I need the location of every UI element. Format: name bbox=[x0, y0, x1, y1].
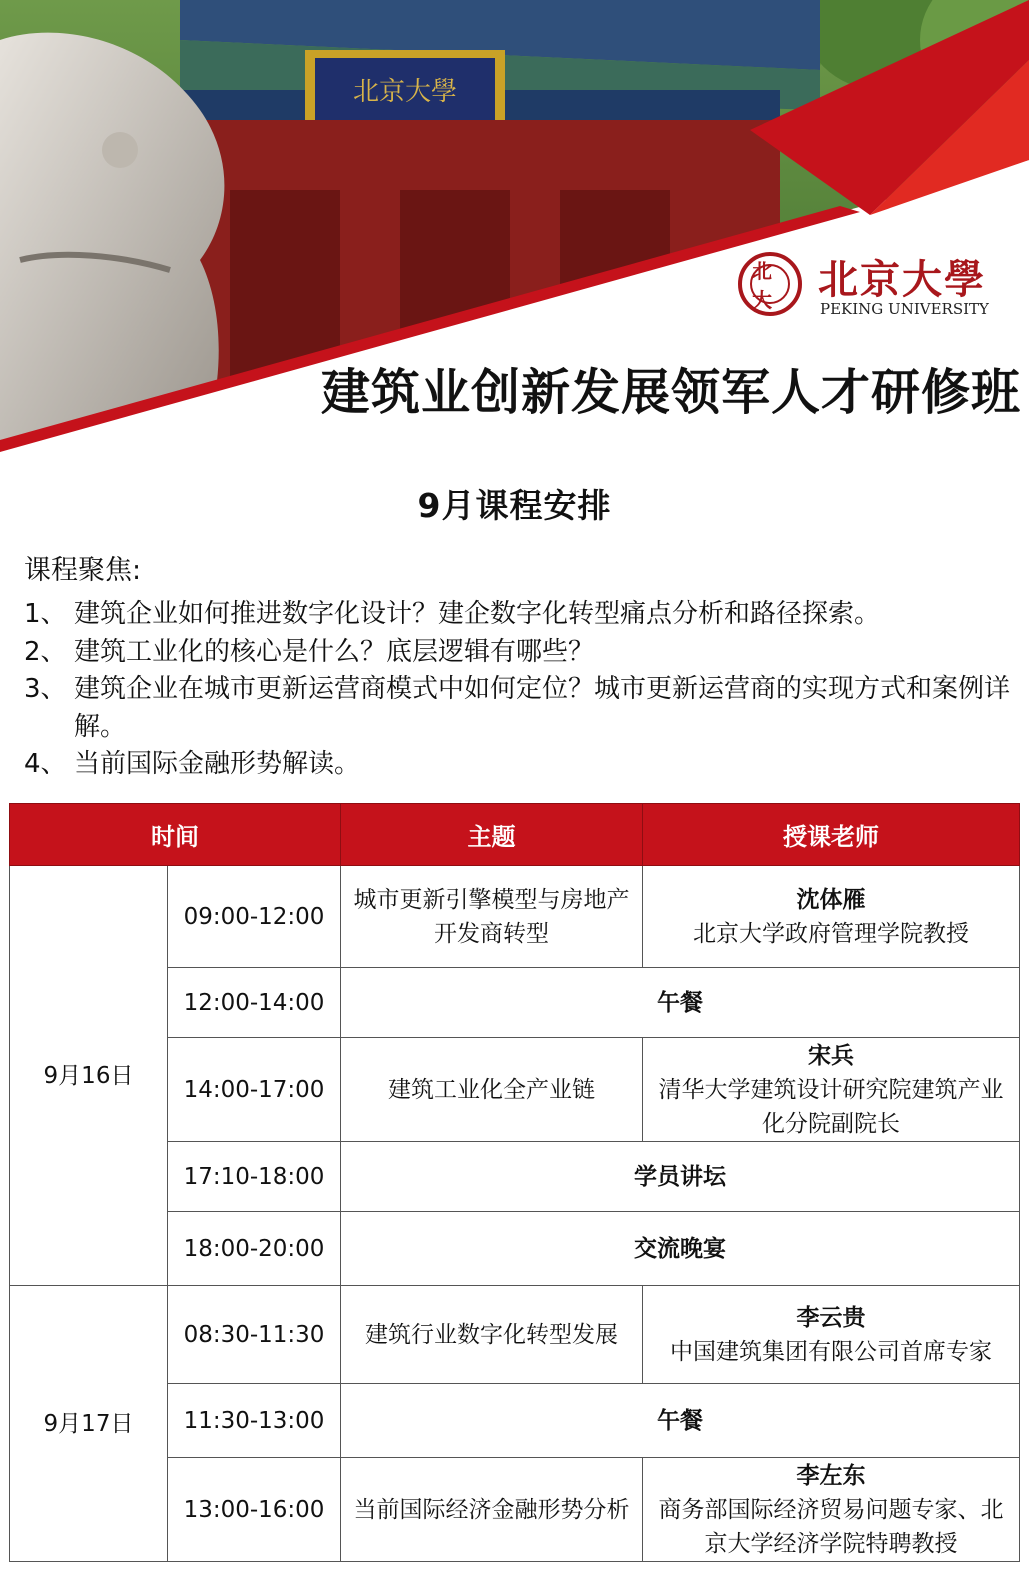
focus-list bbox=[24, 596, 1024, 784]
teacher-title: 北京大学政府管理学院教授 bbox=[693, 920, 969, 947]
university-seal-icon bbox=[738, 252, 802, 316]
event-cell: 交流晚宴 bbox=[341, 1212, 1020, 1286]
time-cell: 08:30-11:30 bbox=[168, 1286, 341, 1384]
logo-english-name: PEKING UNIVERSITY bbox=[820, 300, 989, 318]
focus-item-number: 1、 bbox=[24, 599, 67, 629]
time-cell: 09:00-12:00 bbox=[168, 866, 341, 968]
teacher-name: 宋兵 bbox=[808, 1042, 854, 1069]
teacher-name: 李左东 bbox=[796, 1462, 866, 1489]
header-time: 时间 bbox=[10, 804, 341, 866]
topic-cell: 城市更新引擎模型与房地产开发商转型 bbox=[341, 866, 643, 968]
date-cell: 9月17日 bbox=[10, 1286, 168, 1562]
teacher-title: 中国建筑集团有限公司首席专家 bbox=[670, 1338, 992, 1365]
topic-cell: 建筑工业化全产业链 bbox=[341, 1038, 643, 1142]
teacher-cell bbox=[643, 1038, 1020, 1142]
focus-heading: 课程聚焦: bbox=[24, 555, 142, 586]
topic-cell: 当前国际经济金融形势分析 bbox=[341, 1458, 643, 1562]
focus-item-number: 4、 bbox=[24, 749, 67, 779]
table-header-row bbox=[10, 804, 1020, 866]
seal-inner bbox=[750, 259, 790, 312]
time-cell: 12:00-14:00 bbox=[168, 968, 341, 1038]
focus-item-text: 建筑企业如何推进数字化设计？建企数字化转型痛点分析和路径探索。 bbox=[74, 599, 881, 629]
program-title: 建筑业创新发展领军人才研修班 bbox=[320, 364, 1021, 421]
time-cell: 17:10-18:00 bbox=[168, 1142, 341, 1212]
teacher-name: 沈体雁 bbox=[796, 886, 866, 913]
focus-item-text: 当前国际金融形势解读。 bbox=[74, 749, 361, 779]
topic-cell: 建筑行业数字化转型发展 bbox=[341, 1286, 643, 1384]
event-cell: 午餐 bbox=[341, 968, 1020, 1038]
focus-item bbox=[24, 746, 1024, 784]
time-cell: 11:30-13:00 bbox=[168, 1384, 341, 1458]
section-title: 9月课程安排 bbox=[417, 486, 612, 525]
seal-text: 北大 bbox=[752, 259, 772, 312]
schedule-table bbox=[9, 803, 1020, 1562]
time-cell: 14:00-17:00 bbox=[168, 1038, 341, 1142]
focus-item bbox=[24, 596, 1024, 634]
focus-item-text: 建筑企业在城市更新运营商模式中如何定位？城市更新运营商的实现方式和案例详解。 bbox=[74, 674, 1011, 742]
event-cell: 学员讲坛 bbox=[341, 1142, 1020, 1212]
teacher-name: 李云贵 bbox=[796, 1304, 866, 1331]
teacher-cell bbox=[643, 1286, 1020, 1384]
peking-university-logo bbox=[738, 248, 998, 328]
header-topic: 主题 bbox=[341, 804, 643, 866]
focus-item-number: 2、 bbox=[24, 636, 67, 667]
focus-item-text: 建筑工业化的核心是什么？底层逻辑有哪些？ bbox=[74, 636, 595, 667]
table-row bbox=[10, 866, 1020, 968]
hero-banner bbox=[0, 0, 1029, 460]
table-row bbox=[10, 1286, 1020, 1384]
teacher-cell bbox=[643, 1458, 1020, 1562]
teacher-title: 清华大学建筑设计研究院建筑产业化分院副院长 bbox=[658, 1076, 1004, 1137]
teacher-title: 商务部国际经济贸易问题专家、北京大学经济学院特聘教授 bbox=[658, 1496, 1004, 1557]
date-cell: 9月16日 bbox=[10, 866, 168, 1286]
focus-item bbox=[24, 671, 1024, 746]
time-cell: 18:00-20:00 bbox=[168, 1212, 341, 1286]
svg-text:北京大學: 北京大學 bbox=[352, 77, 458, 107]
time-cell: 13:00-16:00 bbox=[168, 1458, 341, 1562]
header-teacher: 授课老师 bbox=[643, 804, 1020, 866]
teacher-cell bbox=[643, 866, 1020, 968]
focus-item-number: 3、 bbox=[24, 674, 67, 704]
event-cell: 午餐 bbox=[341, 1384, 1020, 1458]
logo-chinese-name: 北京大學 bbox=[818, 256, 986, 303]
focus-item bbox=[24, 634, 1024, 672]
